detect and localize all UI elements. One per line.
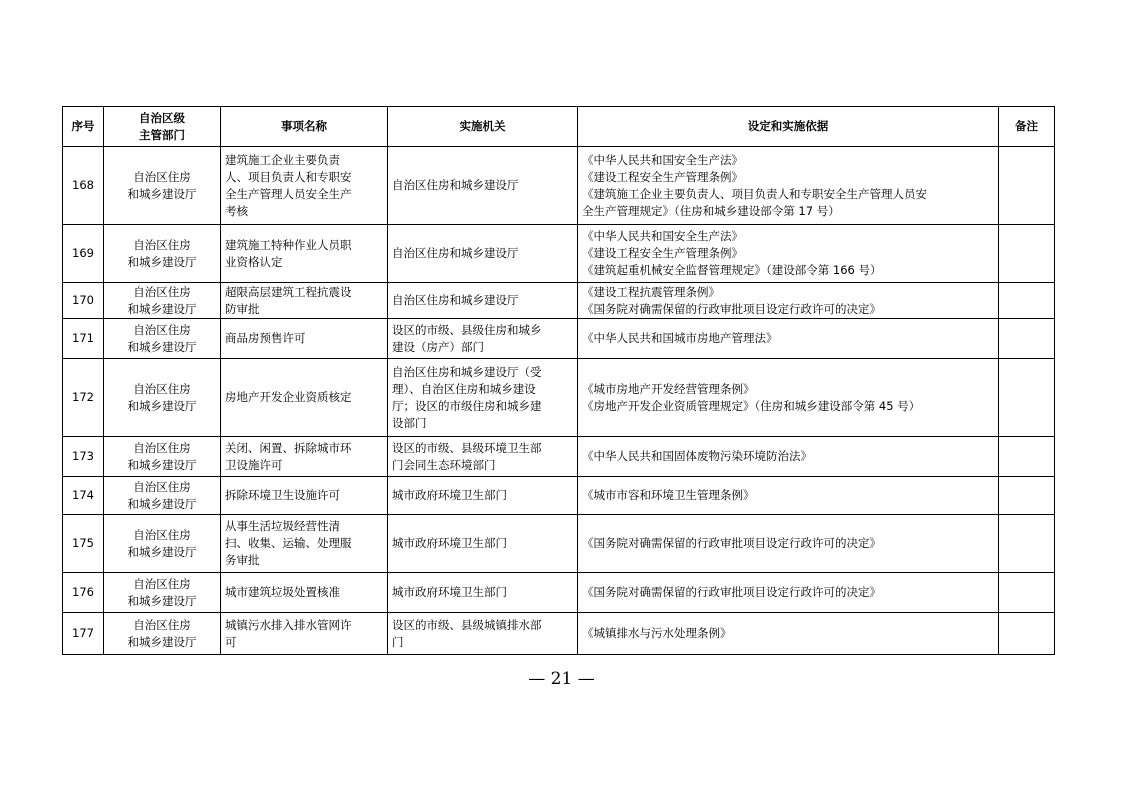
- item-name-cell-line: 务审批: [225, 553, 260, 567]
- department-cell: [104, 225, 221, 283]
- department-cell-line: 和城乡建设厅: [127, 457, 197, 472]
- header-index: 序号: [63, 107, 104, 147]
- department-cell-line: 自治区住房: [133, 237, 191, 252]
- header-agency: 实施机关: [388, 107, 578, 147]
- item-name-cell: [221, 319, 388, 359]
- department-cell-line: 和城乡建设厅: [127, 544, 197, 559]
- agency-cell: [388, 283, 578, 319]
- basis-cell-line: 《中华人民共和国安全生产法》: [582, 229, 743, 243]
- row-index-cell: 169: [63, 225, 104, 283]
- header-basis: 设定和实施依据: [578, 107, 999, 147]
- department-cell-line: 自治区住房: [133, 169, 191, 184]
- basis-cell: [578, 225, 999, 283]
- row-index-cell: 170: [63, 283, 104, 319]
- table-header: [63, 107, 1055, 147]
- department-cell-line: 和城乡建设厅: [127, 301, 197, 316]
- department-cell-line: 自治区住房: [133, 576, 191, 591]
- basis-cell: [578, 477, 999, 515]
- basis-cell: [578, 437, 999, 477]
- row-index-cell: 173: [63, 437, 104, 477]
- item-name-cell-line: 建筑施工企业主要负责: [225, 152, 340, 167]
- item-name-cell-line: 房地产开发企业资质核定: [225, 390, 352, 404]
- department-cell-line: 自治区住房: [133, 479, 191, 494]
- item-name-cell: [221, 515, 388, 573]
- table-row: [63, 437, 1055, 477]
- item-name-cell-line: 扫、收集、运输、处理服: [225, 536, 352, 550]
- item-name-cell-line: 从事生活垃圾经营性清: [225, 519, 340, 533]
- row-index-cell: 168: [63, 147, 104, 225]
- agency-cell: [388, 147, 578, 225]
- page-number: — 21 —: [528, 669, 595, 689]
- department-cell: [104, 359, 221, 437]
- notes-cell: [999, 613, 1055, 655]
- basis-cell-line: 《建设工程安全生产管理条例》: [582, 246, 743, 260]
- row-index-cell: 175: [63, 515, 104, 573]
- table-row: [63, 573, 1055, 613]
- agency-cell-line: 设区的市级、县级住房和城乡: [392, 322, 542, 337]
- item-name-cell-line: 城市建筑垃圾处置核准: [225, 585, 340, 599]
- item-name-cell-line: 拆除环境卫生设施许可: [225, 488, 340, 502]
- department-cell-line: 自治区住房: [133, 381, 191, 396]
- department-cell-line: 自治区住房: [133, 322, 191, 337]
- department-cell-line: 和城乡建设厅: [127, 254, 197, 269]
- department-cell: [104, 515, 221, 573]
- department-cell-line: 和城乡建设厅: [127, 496, 197, 511]
- department-cell: [104, 573, 221, 613]
- table-row: [63, 359, 1055, 437]
- permit-table: [62, 106, 1055, 655]
- notes-cell: [999, 283, 1055, 319]
- header-notes: 备注: [999, 107, 1055, 147]
- item-name-cell-line: 人、项目负责人和专职安: [225, 169, 352, 184]
- agency-cell-line: 城市政府环境卫生部门: [392, 488, 507, 502]
- basis-cell-line: 《中华人民共和国城市房地产管理法》: [582, 331, 778, 345]
- agency-cell: [388, 359, 578, 437]
- agency-cell: [388, 437, 578, 477]
- agency-cell-line: 自治区住房和城乡建设厅（受: [392, 364, 542, 379]
- item-name-cell: [221, 225, 388, 283]
- basis-cell-line: 《城市市容和环境卫生管理条例》: [582, 488, 755, 502]
- agency-cell-line: 城市政府环境卫生部门: [392, 536, 507, 550]
- basis-cell-line: 《国务院对确需保留的行政审批项目设定行政许可的决定》: [582, 301, 881, 316]
- header-item-name: 事项名称: [221, 107, 388, 147]
- agency-cell: [388, 319, 578, 359]
- department-cell-line: 自治区住房: [133, 527, 191, 542]
- item-name-cell-line: 考核: [225, 203, 248, 218]
- basis-cell: [578, 319, 999, 359]
- basis-cell-line: 《建筑施工企业主要负责人、项目负责人和专职安全生产管理人员安: [582, 186, 927, 201]
- header-department-line1: 自治区级: [139, 110, 185, 125]
- agency-cell: [388, 225, 578, 283]
- item-name-cell-line: 建筑施工特种作业人员职: [225, 237, 352, 252]
- item-name-cell: [221, 283, 388, 319]
- agency-cell-line: 门会同生态环境部门: [392, 457, 496, 472]
- agency-cell: [388, 613, 578, 655]
- basis-cell-line: 《中华人民共和国固体废物污染环境防治法》: [582, 449, 812, 463]
- item-name-cell-line: 商品房预售许可: [225, 331, 306, 345]
- basis-cell-line: 《建设工程安全生产管理条例》: [582, 169, 743, 184]
- table-row: [63, 147, 1055, 225]
- agency-cell: [388, 515, 578, 573]
- basis-cell-line: 《建筑起重机械安全监督管理规定》（建设部令第 166 号）: [582, 263, 882, 277]
- basis-cell: [578, 515, 999, 573]
- item-name-cell-line: 卫设施许可: [225, 457, 283, 472]
- basis-cell-line: 《国务院对确需保留的行政审批项目设定行政许可的决定》: [582, 536, 881, 550]
- row-index-cell: 174: [63, 477, 104, 515]
- notes-cell: [999, 225, 1055, 283]
- department-cell-line: 自治区住房: [133, 440, 191, 455]
- agency-cell-line: 建设（房产）部门: [392, 339, 484, 354]
- agency-cell: [388, 477, 578, 515]
- item-name-cell: [221, 477, 388, 515]
- department-cell-line: 自治区住房: [133, 284, 191, 299]
- notes-cell: [999, 477, 1055, 515]
- basis-cell: [578, 359, 999, 437]
- item-name-cell: [221, 147, 388, 225]
- basis-cell-line: 《城市房地产开发经营管理条例》: [582, 381, 755, 396]
- agency-cell-line: 设区的市级、县级城镇排水部: [392, 617, 542, 632]
- basis-cell: [578, 147, 999, 225]
- basis-cell-line: 全生产管理规定》（住房和城乡建设部令第 17 号）: [582, 203, 840, 218]
- table-body: [63, 147, 1055, 655]
- department-cell-line: 自治区住房: [133, 617, 191, 632]
- notes-cell: [999, 573, 1055, 613]
- agency-cell-line: 自治区住房和城乡建设厅: [392, 293, 519, 307]
- department-cell: [104, 283, 221, 319]
- agency-cell-line: 设部门: [392, 415, 427, 430]
- table-row: [63, 477, 1055, 515]
- department-cell: [104, 319, 221, 359]
- basis-cell-line: 《城镇排水与污水处理条例》: [582, 626, 732, 640]
- item-name-cell-line: 关闭、闲置、拆除城市环: [225, 440, 352, 455]
- basis-cell: [578, 613, 999, 655]
- row-index-cell: 172: [63, 359, 104, 437]
- department-cell-line: 和城乡建设厅: [127, 634, 197, 649]
- agency-cell-line: 自治区住房和城乡建设厅: [392, 246, 519, 260]
- row-index-cell: 177: [63, 613, 104, 655]
- department-cell: [104, 147, 221, 225]
- header-row: [63, 107, 1055, 147]
- notes-cell: [999, 319, 1055, 359]
- basis-cell: [578, 283, 999, 319]
- item-name-cell-line: 防审批: [225, 301, 260, 316]
- header-department: [104, 107, 221, 147]
- department-cell: [104, 477, 221, 515]
- table-row: [63, 515, 1055, 573]
- item-name-cell-line: 可: [225, 634, 237, 649]
- basis-cell-line: 《房地产开发企业资质管理规定》（住房和城乡建设部令第 45 号）: [582, 398, 921, 413]
- basis-cell: [578, 573, 999, 613]
- basis-cell-line: 《国务院对确需保留的行政审批项目设定行政许可的决定》: [582, 585, 881, 599]
- item-name-cell: [221, 613, 388, 655]
- item-name-cell: [221, 573, 388, 613]
- basis-cell-line: 《建设工程抗震管理条例》: [582, 284, 720, 299]
- notes-cell: [999, 147, 1055, 225]
- agency-cell-line: 城市政府环境卫生部门: [392, 585, 507, 599]
- department-cell-line: 和城乡建设厅: [127, 398, 197, 413]
- table-row: [63, 319, 1055, 359]
- notes-cell: [999, 359, 1055, 437]
- agency-cell-line: 自治区住房和城乡建设厅: [392, 178, 519, 192]
- agency-cell-line: 设区的市级、县级环境卫生部: [392, 440, 542, 455]
- department-cell-line: 和城乡建设厅: [127, 339, 197, 354]
- item-name-cell-line: 城镇污水排入排水管网许: [225, 617, 352, 632]
- department-cell-line: 和城乡建设厅: [127, 593, 197, 608]
- department-cell-line: 和城乡建设厅: [127, 186, 197, 201]
- agency-cell-line: 厅；设区的市级住房和城乡建: [392, 398, 542, 413]
- table-row: [63, 225, 1055, 283]
- department-cell: [104, 437, 221, 477]
- table-row: [63, 613, 1055, 655]
- item-name-cell: [221, 359, 388, 437]
- basis-cell-line: 《中华人民共和国安全生产法》: [582, 152, 743, 167]
- row-index-cell: 176: [63, 573, 104, 613]
- notes-cell: [999, 515, 1055, 573]
- item-name-cell-line: 超限高层建筑工程抗震设: [225, 284, 352, 299]
- item-name-cell: [221, 437, 388, 477]
- header-department-line2: 主管部门: [139, 127, 185, 142]
- department-cell: [104, 613, 221, 655]
- agency-cell-line: 门: [392, 634, 404, 649]
- table-row: [63, 283, 1055, 319]
- agency-cell-line: 理）、自治区住房和城乡建设: [392, 381, 536, 396]
- agency-cell: [388, 573, 578, 613]
- row-index-cell: 171: [63, 319, 104, 359]
- item-name-cell-line: 全生产管理人员安全生产: [225, 186, 352, 201]
- notes-cell: [999, 437, 1055, 477]
- item-name-cell-line: 业资格认定: [225, 254, 283, 269]
